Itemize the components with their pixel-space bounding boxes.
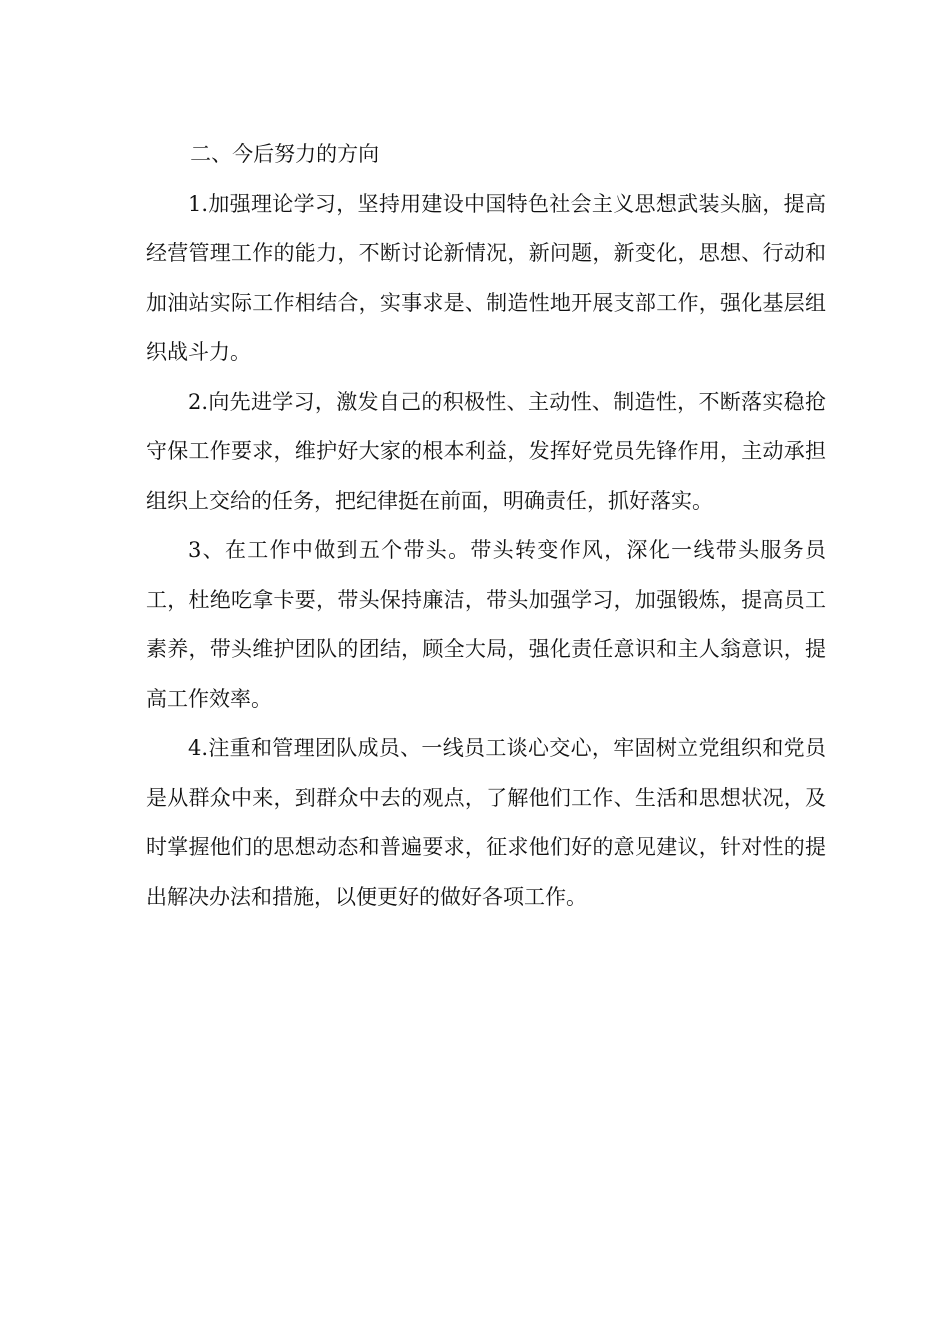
paragraph-3: 3、在工作中做到五个带头。带头转变作风，深化一线带头服务员工，杜绝吃拿卡要，带头保持廉洁，带头加强学习，加强锻炼，提高员工素养，带头维护团队的团结，顾全大局，强化责任意识和主人翁意识，提高工作效率。 (146, 538, 826, 711)
paragraph-4: 4.注重和管理团队成员、一线员工谈心交心，牢固树立党组织和党员是从群众中来，到群众中去的观点，了解他们工作、生活和思想状况，及时掌握他们的思想动态和普遍要求，征求他们好的意见建议，针对性的提出解决办法和措施，以便更好的做好各项工作。 (146, 736, 826, 909)
document-body (146, 130, 826, 922)
paragraph-2: 2.向先进学习，激发自己的积极性、主动性、制造性，不断落实稳抢守保工作要求，维护好大家的根本利益，发挥好党员先锋作用，主动承担组织上交给的任务，把纪律挺在前面，明确责任，抓好落实。 (146, 389, 826, 513)
section-heading: 二、今后努力的方向 (190, 142, 380, 166)
paragraph-1: 1.加强理论学习，坚持用建设中国特色社会主义思想武装头脑，提高经营管理工作的能力，不断讨论新情况，新问题，新变化，思想、行动和加油站实际工作相结合，实事求是、制造性地开展支部工作，强化基层组织战斗力。 (146, 191, 826, 364)
